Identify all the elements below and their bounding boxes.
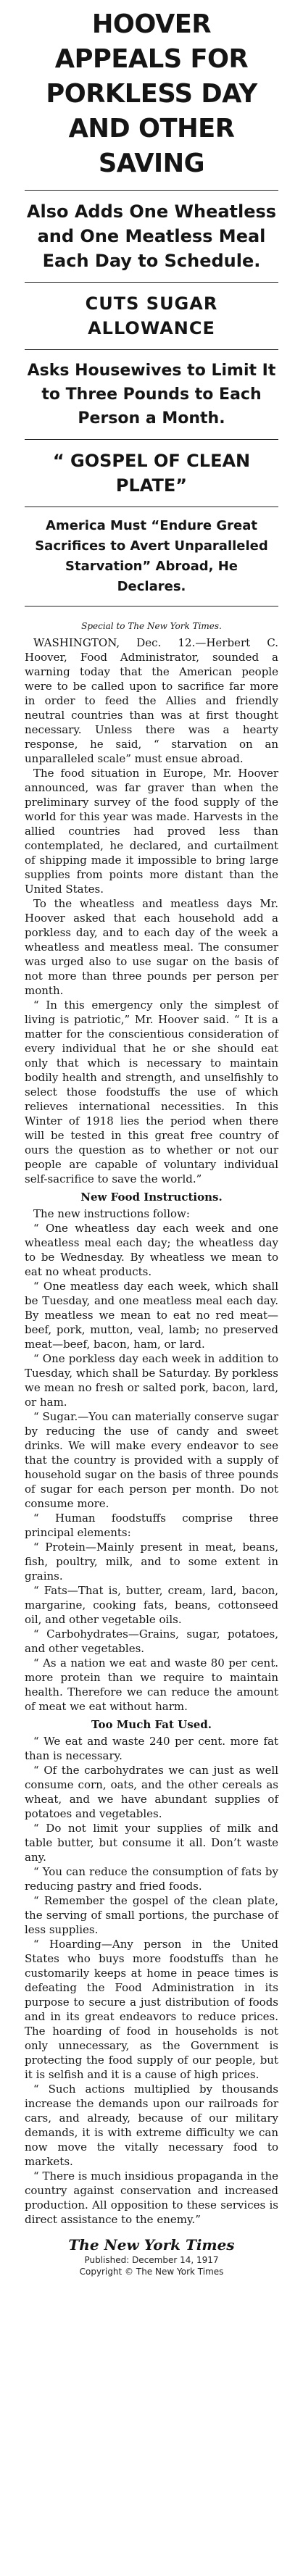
paragraph: “ As a nation we eat and waste 80 per cent. more protein than we require to maintain health. Therefore we can reduce the amount of meat we eat without harm. <box>25 1656 278 1713</box>
main-headline: HOOVER APPEALS FOR PORKLESS DAY AND OTHER SAVING <box>46 9 257 178</box>
headline-divider <box>25 190 278 191</box>
deck-divider-1 <box>25 282 278 283</box>
paragraph: WASHINGTON, Dec. 12.—Herbert C. Hoover, Food Administrator, sounded a warning today that the American people were to be called upon to sacrifice far more in order to feed the Allies and friendly neutral countries than was at first thought necessary. Unless there was a hearty response, he said, “ starvation on an unparalleled scale” must ensue abroad. <box>25 636 278 765</box>
section-subhead: New Food Instructions. <box>80 1191 223 1204</box>
deck-divider-3 <box>25 439 278 440</box>
copyright-notice: Copyright © The New York Times <box>79 2267 224 2277</box>
paragraph: The food situation in Europe, Mr. Hoover announced, was far graver than when the preliminary survey of the food supply of the world for this year was made. Harvests in the allied countries had proved less than contemplated, he declared, and curtailment of shipping made it impossible to bring large supplies from points more distant than the United States. <box>25 767 278 896</box>
publish-date: Published: December 14, 1917 <box>84 2255 219 2265</box>
paragraph: “ You can reduce the consumption of fats by reducing pastry and fried foods. <box>25 1865 278 1893</box>
deck-divider-5 <box>25 606 278 607</box>
paragraph: To the wheatless and meatless days Mr. Hoover asked that each household add a porkless day, and to each day of the week a wheatless and meatless meal. The consumer was urged also to use sugar on the basis of not more than three pounds per person per month. <box>25 897 278 997</box>
paragraph: “ One porkless day each week in addition to Tuesday, which shall be Saturday. By porkless we mean no fresh or salted pork, bacon, lard, or ham. <box>25 1352 278 1409</box>
paragraph: “ Human foodstuffs comprise three principal elements: <box>25 1512 278 1539</box>
paragraph: “ One wheatless day each week and one wheatless meal each day; the wheatless day to be Wednesday. By wheatless we mean to eat no wheat products. <box>25 1222 278 1278</box>
paragraph: “ Do not limit your supplies of milk and table butter, but consume it all. Don’t waste any. <box>25 1822 278 1864</box>
section-subhead: Too Much Fat Used. <box>91 1718 212 1731</box>
paragraph: “ Sugar.—You can materially conserve sugar by reducing the use of candy and sweet drinks. We will make every endeavor to see that the country is provided with a supply of household sugar on the basis of three pounds of sugar for each person per month. Do not consume more. <box>25 1410 278 1510</box>
deck-headline-5: America Must “Endure Great Sacrifices to Avert Unparalleled Starvation” Abroad, He Declares. <box>35 518 268 594</box>
paragraph: “ Hoarding—Any person in the United States who buys more foodstuffs than he customarily keeps at home in peace times is defeating the Food Administration in its purpose to secure a just distribution of foods and in its great endeavors to reduce prices. The hoarding of food in households is not only unnecessary, as the Government is protecting the food supply of our people, but it is selfish and it is a cause of high prices. <box>25 1938 278 2081</box>
deck-divider-2 <box>25 349 278 350</box>
article-clipping <box>25 0 278 2277</box>
paragraph: “ Of the carbohydrates we can just as well consume corn, oats, and the other cereals as wheat, and we have abundant supplies of potatoes and vegetables. <box>25 1764 278 1820</box>
paragraph: “ Carbohydrates—Grains, sugar, potatoes, and other vegetables. <box>25 1627 278 1655</box>
paragraph: “ There is much insidious propaganda in the country against conservation and increased production. All opposition to these services is direct assistance to the enemy.” <box>25 2169 278 2226</box>
paragraph: “ Such actions multiplied by thousands increase the demands upon our railroads for cars, and already, because of our military demands, it is with extreme difficulty we can now move the vitally necessary food to markets. <box>25 2083 278 2168</box>
deck-headline-2: CUTS SUGAR ALLOWANCE <box>85 293 218 338</box>
paragraph: “ Protein—Mainly present in meat, beans, fish, poultry, milk, and to some extent in grains. <box>25 1541 278 1583</box>
dateline: Special to The New York Times. <box>81 621 222 631</box>
article-body <box>25 620 278 2227</box>
deck-headline-4: “ GOSPEL OF CLEAN PLATE” <box>52 451 251 496</box>
paragraph: “ Remember the gospel of the clean plate, the serving of small portions, the purchase of less supplies. <box>25 1894 278 1936</box>
paragraph: “ One meatless day each week, which shall be Tuesday, and one meatless meal each day. By meatless we mean to eat no red meat—beef, pork, mutton, veal, lamb; no preserved meat—beef, bacon, ham, or lard. <box>25 1280 278 1351</box>
paragraph: “ In this emergency only the simplest of living is patriotic,” Mr. Hoover said. “ It is a matter for the conscientious consideration of every individual that he or she should eat only that which is necessary to maintain bodily health and strength, and unselfishly to select those foodstuffs the use of which relieves international necessities. In this Winter of 1918 lies the period when there will be tested in this great free country of ours the question as to whether or not our people are capable of voluntary individual self-sacrifice to save the world.” <box>25 999 278 1185</box>
deck-headline-1: Also Adds One Wheatless and One Meatless Meal Each Day to Schedule. <box>26 201 277 271</box>
paragraph: “ Fats—That is, butter, cream, lard, bacon, margarine, cooking fats, beans, cottonseed oil, and other vegetable oils. <box>25 1584 278 1626</box>
paragraph: The new instructions follow: <box>33 1207 190 1220</box>
newspaper-logo: The New York Times <box>68 2236 235 2254</box>
deck-headline-3: Asks Housewives to Limit It to Three Pounds to Each Person a Month. <box>27 362 276 428</box>
paragraph: “ We eat and waste 240 per cent. more fat than is necessary. <box>25 1735 278 1762</box>
clipping-footer <box>25 2235 278 2277</box>
